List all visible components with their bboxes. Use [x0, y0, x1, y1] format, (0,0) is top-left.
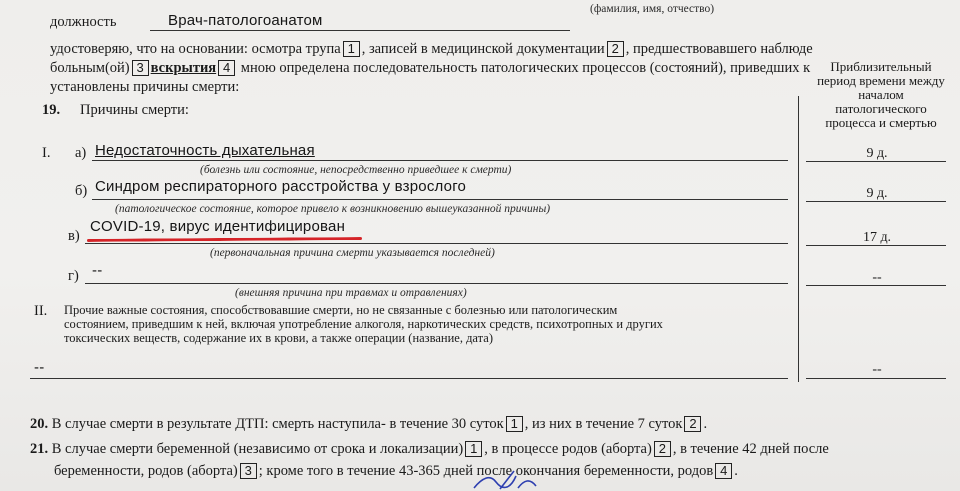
line-b-value: Синдром респираторного расстройства у взрослого [95, 178, 467, 195]
line-a-caption: (болезнь или состояние, непосредственно приведшее к смерти) [200, 164, 512, 176]
certify-line-3: установлены причины смерти: [50, 79, 240, 95]
position-line [150, 30, 570, 31]
interval-header: Приблизительный период времени между началом патологического процесса и смертью [817, 59, 945, 130]
line-v-label: в) [68, 228, 80, 244]
line-a-rule [92, 160, 788, 161]
line-g-rule [85, 283, 788, 284]
red-underline [87, 237, 362, 242]
line-a-value: Недостаточность дыхательная [95, 142, 315, 159]
line-v-caption: (первоначальная причина смерти указывается последней) [210, 247, 495, 259]
part-ii-value: -- [34, 359, 45, 376]
line-a-duration: 9 д. [866, 146, 888, 161]
item-21-line-2: беременности, родов (аборта) 3 ; кроме того в течение 43-365 дней после окончания беременности, родов 4 . [54, 463, 738, 479]
part-ii-duration: -- [872, 362, 882, 377]
part-ii-duration-rule [806, 378, 946, 379]
line-b-duration: 9 д. [866, 186, 888, 201]
item-21-line-1: 21. В случае смерти беременной (независимо от срока и локализации) 1 , в процессе родов (аборта) 2 , в течение 42 дней после [30, 441, 829, 457]
line-v-rule [85, 243, 788, 244]
line-b-duration-rule [806, 201, 946, 202]
line-a-label: а) [75, 145, 87, 161]
line-v-duration-rule [806, 245, 946, 246]
line-a-duration-rule [806, 161, 946, 162]
line-g-duration: -- [872, 270, 882, 285]
line-b-label: б) [75, 183, 88, 199]
column-divider [798, 96, 799, 382]
position-value: Врач-патологоанатом [168, 12, 323, 29]
certify-line-1: удостоверяю, что на основании: осмотра трупа 1 , записей в медицинской документации 2 , предшествовавшего наблюде [50, 41, 813, 57]
part-ii-rule [30, 378, 788, 379]
line-g-value: -- [92, 262, 103, 279]
item-20: 20. В случае смерти в результате ДТП: смерть наступила- в течение 30 суток 1 , из них в течение 7 суток 2 . [30, 416, 708, 432]
part-ii-label: II. [34, 303, 48, 319]
fio-caption: (фамилия, имя, отчество) [590, 3, 715, 15]
line-b-rule [92, 199, 788, 200]
line-g-label: г) [68, 268, 79, 284]
signature-mark [470, 468, 540, 491]
certify-line-2: больным(ой) 3 вскрытия 4 мною определена последовательность патологических процессов (состояний), приведших к [50, 60, 811, 76]
line-b-caption: (патологическое состояние, которое привело к возникновению вышеуказанной причины) [115, 203, 551, 215]
line-g-duration-rule [806, 285, 946, 286]
item-19-title: Причины смерти: [80, 102, 189, 118]
position-label: должность [50, 14, 117, 30]
part-i-label: I. [42, 145, 51, 161]
line-v-value: COVID-19, вирус идентифицирован [90, 218, 346, 235]
line-v-duration: 17 д. [862, 230, 892, 245]
part-ii-text: Прочие важные состояния, способствовавшие смерти, но не связанные с болезнью или патологическим состоянием, приведшим к ней, включая употребление алкоголя, наркотических средств, психотропных и других токсических веществ, содержание их в крови, а также операции (название, дата) [64, 303, 663, 345]
line-g-caption: (внешняя причина при травмах и отравлениях) [235, 287, 467, 299]
item-19-number: 19. [42, 102, 61, 118]
